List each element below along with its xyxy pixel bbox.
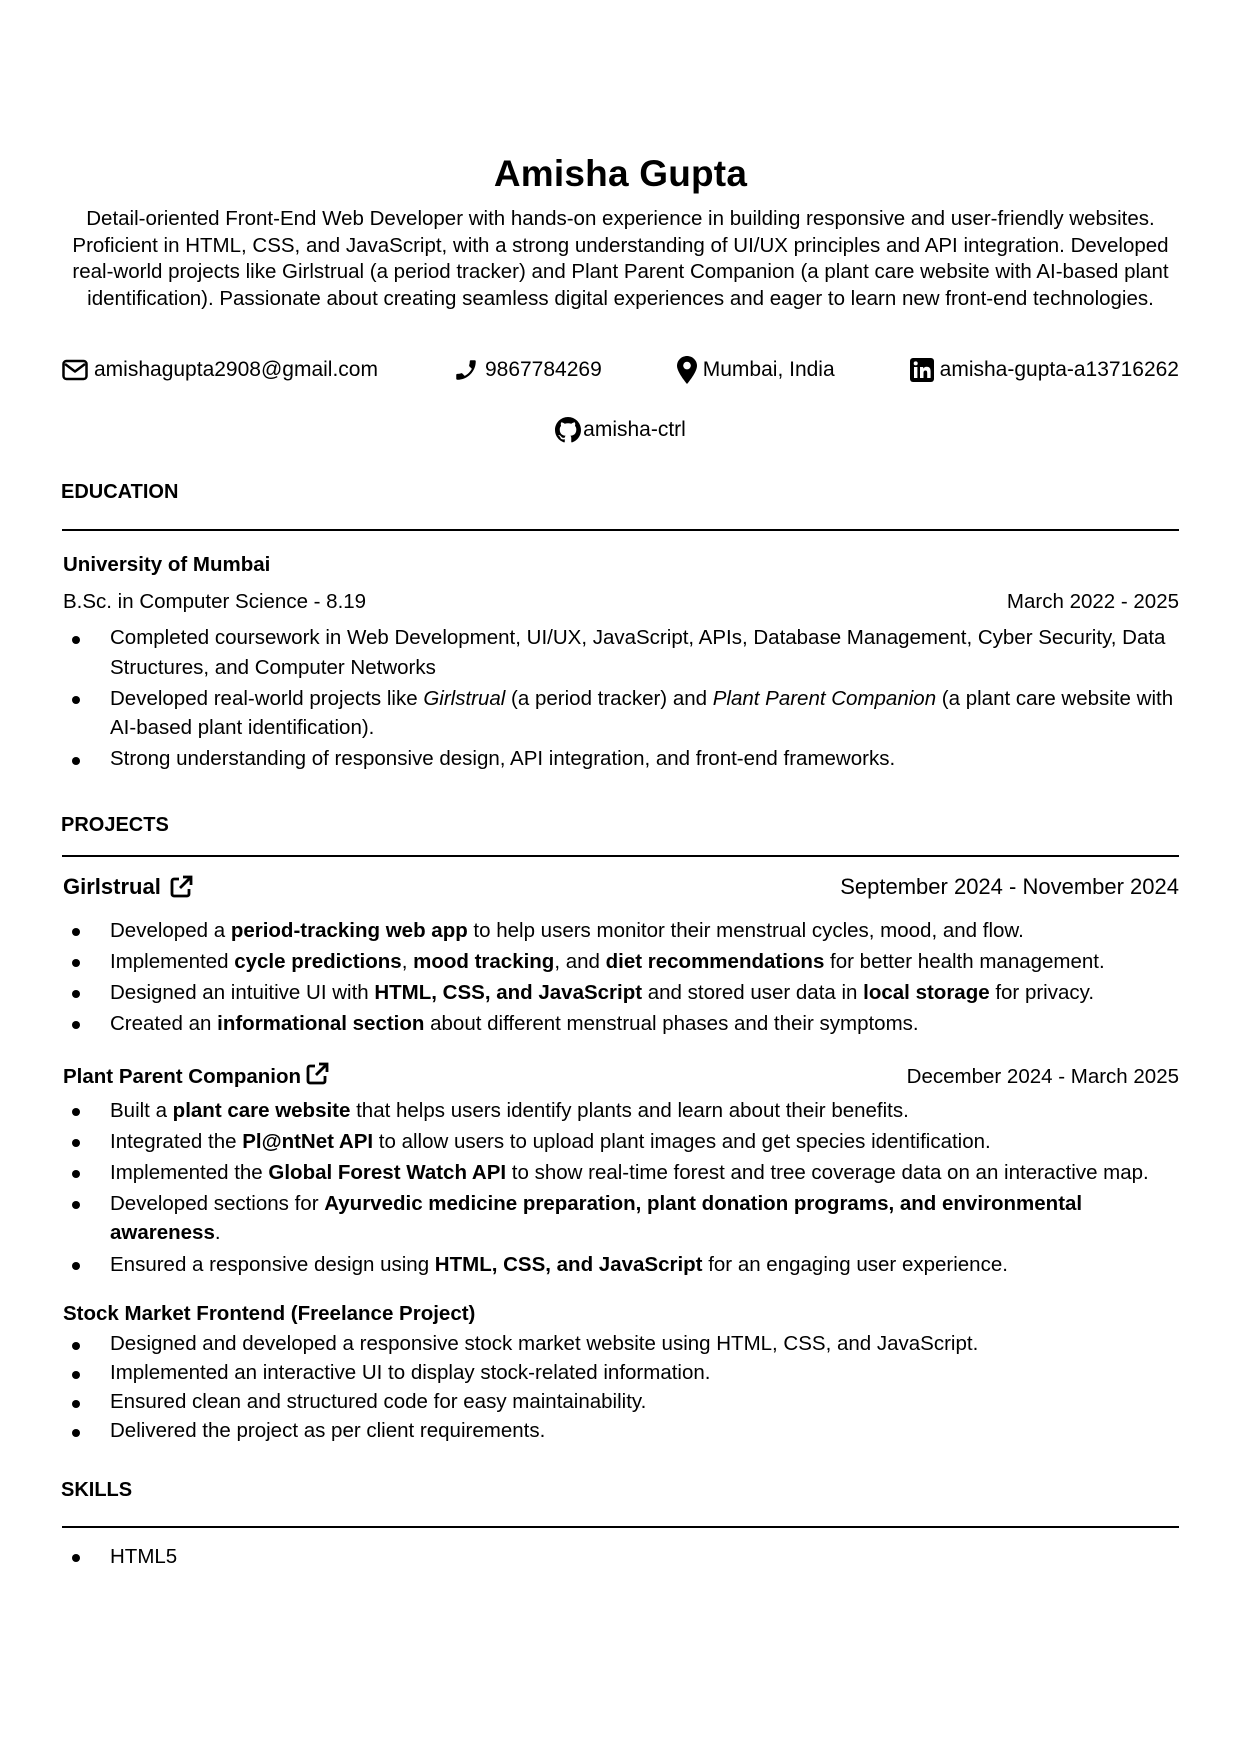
list-item (63, 744, 1179, 774)
bullet-text: Developed a (110, 919, 231, 942)
bullet-emphasis: informational section (217, 1012, 425, 1035)
education-heading: EDUCATION (61, 481, 179, 503)
plant-dates: December 2024 - March 2025 (906, 1065, 1179, 1088)
bullet-text: , (401, 950, 414, 973)
external-link-icon[interactable] (305, 1062, 329, 1086)
phone-icon (453, 357, 479, 383)
education-institution-row (63, 552, 1179, 578)
project-name-emphasis: Girlstrual (423, 686, 506, 710)
bullet-text: to allow users to upload plant images and get species identification. (373, 1130, 991, 1153)
list-item (63, 977, 1179, 1008)
bullet-emphasis: HTML, CSS, and JavaScript (374, 981, 643, 1004)
bullet-text: about different menstrual phases and their symptoms. (424, 1012, 919, 1035)
bullet-text: Integrated the (110, 1130, 243, 1153)
education-dates: March 2022 - 2025 (1006, 590, 1179, 613)
github-icon (555, 417, 581, 443)
bullet-text: Designed and developed a responsive stock market website using HTML, CSS, and JavaScript. (110, 1332, 979, 1355)
bullet-emphasis: diet recommendations (605, 950, 825, 973)
bullet-emphasis: mood tracking (413, 950, 555, 973)
list-item (63, 1008, 1179, 1039)
stock-header (63, 1301, 1179, 1327)
bullet-emphasis: Global Forest Watch API (268, 1161, 507, 1184)
bullet-text: Completed coursework in Web Development, UI/UX, JavaScript, APIs, Database Management, Cyber Security, Data Structures, and Computer Networks (110, 626, 1166, 679)
linkedin-icon (910, 358, 934, 382)
github-contact[interactable] (0, 416, 1241, 444)
list-item (63, 1541, 1179, 1572)
list-item (63, 1416, 1179, 1445)
skills-list (63, 1541, 1179, 1572)
bullet-emphasis: period-tracking web app (230, 919, 468, 942)
linkedin-contact[interactable] (910, 356, 1179, 384)
bullet-text: Strong understanding of responsive design, API integration, and front-end frameworks. (110, 747, 896, 770)
map-pin-icon (677, 356, 697, 384)
projects-divider (62, 855, 1179, 857)
girlstrual-dates: September 2024 - November 2024 (840, 874, 1179, 899)
list-item (63, 1358, 1179, 1387)
profile-summary: Detail-oriented Front-End Web Developer with hands-on experience in building responsive and user-friendly websites. Proficient in HTML, CSS, and JavaScript, with a strong understanding of UI/UX principles and API integration. Developed real-world projects like Girlstrual (a period tracker) and Plant Parent Companion (a plant care website with AI-based plant identification). Passionate about creating seamless digital experiences and eager to learn new front-end technologies. (72, 207, 1169, 310)
list-item (63, 1387, 1179, 1416)
skills-heading: SKILLS (61, 1479, 133, 1501)
education-divider (62, 529, 1179, 531)
list-item (63, 1188, 1179, 1249)
bullet-text: to help users monitor their menstrual cycles, mood, and flow. (467, 919, 1024, 942)
bullet-text: (a plant care website with AI-based plant identification). (110, 686, 1174, 739)
project-name-emphasis: Plant Parent Companion (712, 686, 937, 710)
stock-bullets (63, 1329, 1179, 1445)
bullet-text: Designed an intuitive UI with (110, 981, 375, 1004)
bullet-text: for better health management. (824, 950, 1105, 973)
list-item (63, 623, 1179, 682)
girlstrual-bullets (63, 915, 1179, 1039)
bullet-emphasis: cycle predictions (234, 950, 402, 973)
linkedin-text[interactable]: amisha-gupta-a13716262 (939, 358, 1179, 381)
email-contact[interactable] (62, 356, 378, 384)
bullet-text: for privacy. (989, 981, 1095, 1004)
github-text[interactable]: amisha-ctrl (583, 418, 686, 441)
list-item (63, 946, 1179, 977)
list-item (63, 1126, 1179, 1157)
girlstrual-header (63, 874, 1179, 900)
bullet-emphasis: HTML, CSS, and JavaScript (434, 1253, 703, 1276)
list-item (63, 915, 1179, 946)
bullet-text: Created an (110, 1012, 218, 1035)
bullet-text: Built a (110, 1099, 173, 1122)
skill-text: HTML5 (110, 1545, 178, 1568)
bullet-text: (a period tracker) and (505, 686, 713, 710)
bullet-text: Implemented the (110, 1161, 269, 1184)
bullet-text: Ensured clean and structured code for easy maintainability. (110, 1390, 647, 1413)
email-text[interactable]: amishagupta2908@gmail.com (94, 358, 378, 381)
bullet-text: Implemented an interactive UI to display stock-related information. (110, 1361, 711, 1384)
degree-text: B.Sc. in Computer Science - 8.19 (63, 590, 367, 613)
bullet-emphasis: plant care website (172, 1099, 351, 1122)
institution-name: University of Mumbai (63, 553, 271, 576)
bullet-text: Developed real-world projects like (110, 686, 424, 710)
bullet-text: Implemented (110, 950, 235, 973)
list-item (63, 1329, 1179, 1358)
bullet-text: , and (554, 950, 606, 973)
skills-divider (62, 1526, 1179, 1528)
project-title-plant: Plant Parent Companion (63, 1065, 302, 1088)
bullet-text: Developed sections for (110, 1192, 325, 1215)
bullet-text: that helps users identify plants and learn about their benefits. (350, 1099, 909, 1122)
bullet-text: Ensured a responsive design using (110, 1253, 435, 1276)
bullet-text: Delivered the project as per client requirements. (110, 1419, 546, 1442)
bullet-text: for an engaging user experience. (702, 1253, 1008, 1276)
projects-heading: PROJECTS (61, 814, 169, 836)
location-text: Mumbai, India (702, 358, 835, 381)
project-title-stock: Stock Market Frontend (Freelance Project) (63, 1302, 476, 1325)
external-link-icon[interactable] (169, 875, 193, 899)
list-item (63, 1095, 1179, 1126)
project-title-girlstrual: Girlstrual (63, 874, 161, 899)
bullet-emphasis: local storage (863, 981, 990, 1004)
bullet-text: to show real-time forest and tree coverage data on an interactive map. (506, 1161, 1149, 1184)
education-degree-row (63, 589, 1179, 615)
candidate-name: Amisha Gupta (493, 153, 748, 194)
list-item (63, 1157, 1179, 1188)
plant-bullets (63, 1095, 1179, 1280)
phone-text[interactable]: 9867784269 (484, 358, 602, 381)
list-item (63, 1249, 1179, 1280)
education-bullets (63, 623, 1179, 774)
envelope-icon (62, 359, 88, 381)
contact-row (62, 356, 1179, 384)
location-contact (677, 356, 835, 384)
bullet-text: . (214, 1221, 221, 1244)
bullet-emphasis: Pl@ntNet API (242, 1130, 374, 1153)
bullet-emphasis: Ayurvedic medicine preparation, plant donation programs, and environmental awareness (110, 1192, 1083, 1244)
plant-header (63, 1064, 1179, 1090)
list-item (63, 684, 1179, 743)
phone-contact[interactable] (453, 356, 602, 384)
bullet-text: and stored user data in (642, 981, 864, 1004)
